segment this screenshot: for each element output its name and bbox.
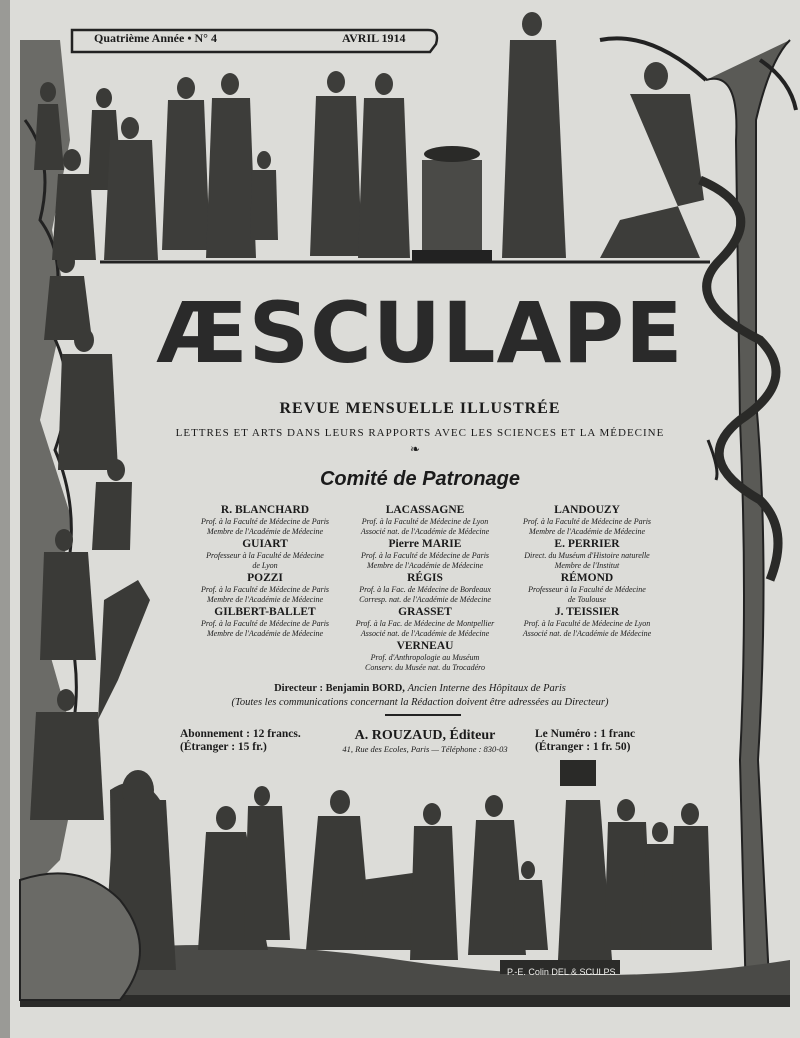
member-perrier: E. PERRIER Direct. du Muséum d'Histoire naturelle Membre de l'Institut xyxy=(524,538,650,570)
member-teissier: J. TEISSIER Prof. à la Faculté de Médecine de Lyon Associé nat. de l'Académie de Médecine xyxy=(522,606,652,638)
director-label: Directeur : xyxy=(274,683,323,694)
committee-title: Comité de Patronage xyxy=(319,468,521,490)
publisher-name: A. ROUZAUD, Éditeur xyxy=(354,728,496,743)
director-line xyxy=(140,683,700,694)
issue-date: AVRIL 1914 xyxy=(342,31,406,45)
director-note: (Toutes les communications concernant la Rédaction doivent être adressées au Directeur) xyxy=(231,697,609,708)
fleuron-ornament: ❧ xyxy=(410,442,421,456)
magazine-tagline: LETTRES ET ARTS DANS LEURS RAPPORTS AVEC LES SCIENCES ET LA MÉDECINE xyxy=(175,427,665,439)
issue-number: Quatrième Année • N° 4 xyxy=(94,31,217,45)
magazine-subtitle: REVUE MENSUELLE ILLUSTRÉE xyxy=(279,400,561,417)
subscription-price: Abonnement : 12 francs. (Étranger : 15 fr.) xyxy=(180,728,301,753)
magazine-title: ÆSCULAPE xyxy=(156,284,684,382)
member-guiart: GUIART Professeur à la Faculté de Médecine de Lyon xyxy=(206,538,324,570)
divider-rule xyxy=(385,714,461,716)
member-landouzy: LANDOUZY Prof. à la Faculté de Médecine de Paris Membre de l'Académie de Médecine xyxy=(522,504,652,536)
member-blanchard: R. BLANCHARD Prof. à la Faculté de Médecine de Paris Membre de l'Académie de Médecine xyxy=(200,504,330,536)
artist-signature: P.-E. Colin DEL & SCULPS xyxy=(507,967,616,977)
director-name: Benjamin BORD, xyxy=(325,683,405,694)
member-remond: RÉMOND Professeur à la Faculté de Médecine de Toulouse xyxy=(528,572,646,604)
member-lacassagne: LACASSAGNE Prof. à la Faculté de Médecine de Lyon Associé nat. de l'Académie de Médecine xyxy=(360,504,490,536)
cover-content xyxy=(140,270,700,800)
member-regis: RÉGIS Prof. à la Fac. de Médecine de Bordeaux Corresp. nat. de l'Académie de Médecine xyxy=(359,572,491,604)
single-issue-price: Le Numéro : 1 franc (Étranger : 1 fr. 50) xyxy=(535,728,636,753)
member-pierre-marie: Pierre MARIE Prof. à la Faculté de Médecine de Paris Membre de l'Académie de Médecine xyxy=(360,538,490,570)
member-pozzi: POZZI Prof. à la Faculté de Médecine de Paris Membre de l'Académie de Médecine xyxy=(200,572,330,604)
member-verneau: VERNEAU Prof. d'Anthropologie au Muséum Conserv. du Musée nat. du Trocadéro xyxy=(365,640,485,672)
publisher-address: 41, Rue des Ecoles, Paris — Téléphone : 830-03 xyxy=(342,744,508,754)
publisher-info xyxy=(320,728,530,754)
director-title: Ancien Interne des Hôpitaux de Paris xyxy=(407,683,566,694)
member-grasset: GRASSET Prof. à la Fac. de Médecine de Montpellier Associé nat. de l'Académie de Médecine xyxy=(355,606,495,638)
issue-header xyxy=(76,24,436,52)
member-gilbert-ballet: GILBERT-BALLET Prof. à la Faculté de Médecine de Paris Membre de l'Académie de Médecine xyxy=(200,606,330,638)
